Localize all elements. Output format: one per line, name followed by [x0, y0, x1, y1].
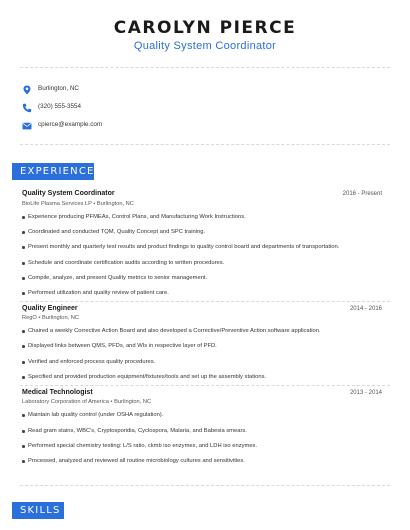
experience-section-heading: EXPERIENCE: [12, 163, 94, 180]
phone-text: (320) 555-3554: [38, 103, 82, 110]
phone-icon: [22, 103, 32, 113]
bullet-dot: [22, 361, 25, 364]
bullet-dot: [22, 246, 25, 249]
job-company: BioLife Plasma Services LP • Burlington, NC: [22, 201, 134, 207]
bullet-dot: [22, 330, 25, 333]
job-dates: 2013 - 2014: [349, 390, 382, 396]
bullet-dot: [22, 216, 25, 219]
contact-location: [22, 84, 382, 98]
resume-page: CAROLYN PIERCE Quality System Coordinator Burlington, NC (320) 555-3554 cpierce@example.com EXPERIENCE Quality System Coordinator 2016 - Present BioLife Plasma Services LP • Burlington, NC Experience producing PFMEAs, Control Plans, and Manufacturing Work Instructions. Coordinated and conducted TQM, Quality Concept and SPC training. Present monthly and quarterly test results and product findings to quality control board and departments of transportation. Schedule and coordinate certification audits according to written procedures. Compile, analyze, and present Quality metrics to senior management. Performed utilization and quality review of patient care. Quality Engineer 2014 - 2016 RegO • Burlington, NC Chaired a weekly Corrective Action Board and also developed a Corrective/Preventive Action software application. Displayed links between QMS, PFDs, and WIs in respective layer of PFD. Verified and enforced process quality procedures. Specified and provided production equipment/fixtures/tools and set up the assembly stations. Medical Technologist 2013 - 2014 Laboratory Corporation of America • Burlington, NC Maintain lab quality control (under OSHA regulation). Read gram stains, WBC's, Cryptosporidia, Cyclospora, Malaria, and Babesia smears. Performed special chemistry testing: L/S ratio, ckmb iso enzymes, and LDH iso enzymes. Processed, analyzed and reviewed all routine microbiology cultures and sensitivities. SKILLS: [0, 0, 410, 530]
job-company: Laboratory Corporation of America • Burlington, NC: [22, 399, 152, 405]
contact-phone: [22, 102, 382, 116]
candidate-name: CAROLYN PIERCE: [113, 18, 297, 38]
bullet-dot: [22, 292, 25, 295]
email-icon: [22, 121, 32, 131]
section-divider: [20, 485, 390, 486]
job-title: Quality Engineer: [22, 305, 78, 312]
candidate-title: Quality System Coordinator: [133, 40, 277, 52]
bullet-dot: [22, 445, 25, 448]
contact-divider: [20, 144, 390, 145]
bullet-dot: [22, 430, 25, 433]
bullet-dot: [22, 231, 25, 234]
bullet-dot: [22, 414, 25, 417]
job-title: Quality System Coordinator: [22, 190, 115, 197]
bullet-dot: [22, 277, 25, 280]
bullet-dot: [22, 345, 25, 348]
header-divider: [20, 67, 390, 68]
job-divider: [20, 301, 390, 302]
job-title: Medical Technologist: [22, 389, 93, 396]
bullet-dot: [22, 262, 25, 265]
job-company: RegO • Burlington, NC: [22, 315, 79, 321]
job-dates: 2014 - 2016: [349, 306, 382, 312]
location-pin-icon: [22, 85, 32, 95]
email-text: cpierce@example.com: [38, 121, 103, 128]
job-divider: [20, 385, 390, 386]
contact-email[interactable]: [22, 120, 382, 134]
bullet-dot: [22, 376, 25, 379]
job-dates: 2016 - Present: [342, 191, 382, 197]
bullet-dot: [22, 460, 25, 463]
skills-section-heading: SKILLS: [12, 502, 64, 519]
location-text: Burlington, NC: [38, 85, 79, 92]
